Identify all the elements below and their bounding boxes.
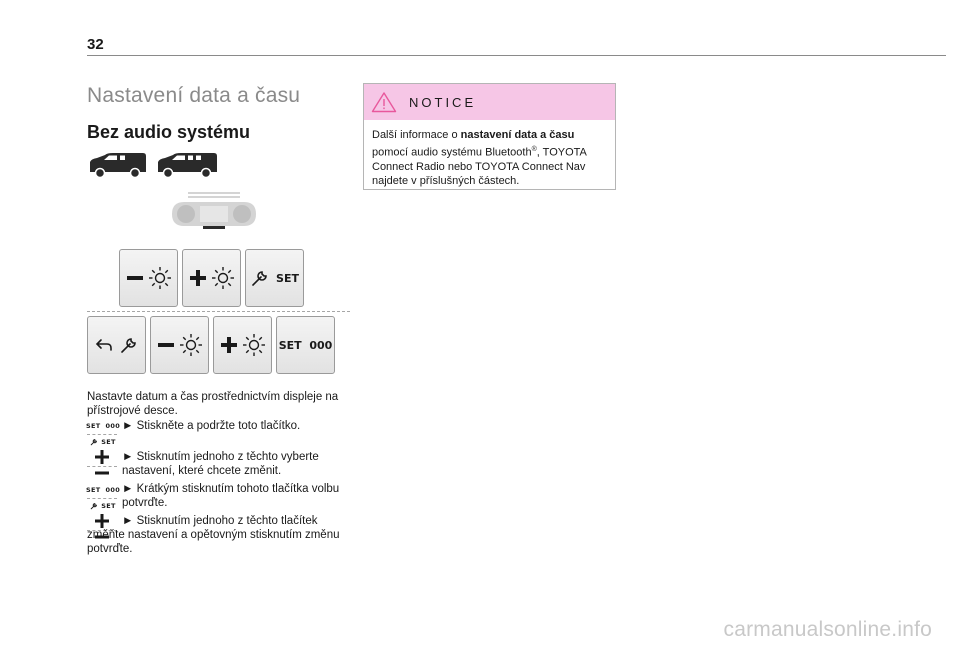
step3-icon bbox=[87, 484, 119, 496]
instrument-cluster-icon bbox=[170, 192, 258, 230]
set-value-label: SET 000 bbox=[278, 338, 333, 352]
set-label: SET bbox=[276, 271, 299, 285]
set-value-label: SET 000 bbox=[85, 486, 121, 494]
brightness-plus-button[interactable] bbox=[182, 249, 241, 307]
brightness-plus-button[interactable] bbox=[213, 316, 272, 374]
step2-text: ► Stisknutím jednoho z těchto vyberte nastavení, které chcete změnit. bbox=[122, 451, 319, 477]
button-row-top bbox=[119, 249, 304, 307]
notice-label: NOTICE bbox=[409, 94, 477, 110]
step1-text: ► Stiskněte a podržte toto tlačítko. bbox=[122, 420, 301, 432]
notice-body: Další informace o nastavení data a času pomocí audio systému Bluetooth®, TOYOTA Connect Radio nebo TOYOTA Connect Nav najdete v příslušných částech. bbox=[372, 129, 587, 188]
minus-brightness-icon bbox=[156, 331, 204, 359]
section-title: Nastavení data a času bbox=[87, 84, 301, 107]
step4-text: ► Stisknutím jednoho z těchto tlačítek změňte nastavení a opětovným stisknutím změnu potvrďte. bbox=[87, 515, 340, 555]
set-label: SET bbox=[101, 502, 116, 510]
step-divider bbox=[87, 466, 117, 467]
set-value-label: SET 000 bbox=[85, 422, 121, 430]
van-short-icon bbox=[87, 151, 149, 179]
back-arrow-icon bbox=[95, 337, 113, 353]
minus-icon bbox=[95, 471, 109, 475]
minus-brightness-icon bbox=[125, 264, 173, 292]
button-row-bottom bbox=[87, 316, 335, 374]
header-rule bbox=[87, 55, 946, 56]
warning-icon bbox=[371, 91, 397, 113]
plus-brightness-icon bbox=[219, 331, 267, 359]
section-subtitle: Bez audio systému bbox=[87, 122, 251, 142]
back-wrench-button[interactable] bbox=[87, 316, 146, 374]
step-divider bbox=[87, 434, 117, 435]
watermark: carmanualsonline.info bbox=[723, 618, 932, 641]
plus-icon bbox=[95, 450, 109, 464]
van-long-icon bbox=[155, 151, 219, 179]
intro-text: Nastavte datum a čas prostřednictvím displeje na přístrojové desce. bbox=[87, 391, 339, 417]
step1-alt-icon bbox=[87, 436, 119, 448]
page-number: 32 bbox=[87, 36, 104, 53]
set-label: SET bbox=[101, 438, 116, 446]
notice-box bbox=[363, 83, 616, 190]
wrench-icon bbox=[90, 502, 98, 510]
step1-icon bbox=[87, 420, 119, 432]
step-divider bbox=[87, 498, 117, 499]
plus-brightness-icon bbox=[188, 264, 236, 292]
step3-alt-icon bbox=[87, 500, 119, 512]
set-value-button[interactable] bbox=[276, 316, 335, 374]
button-row-divider bbox=[87, 311, 350, 312]
brightness-minus-button[interactable] bbox=[119, 249, 178, 307]
wrench-icon bbox=[90, 438, 98, 446]
wrench-set-button[interactable] bbox=[245, 249, 304, 307]
notice-header bbox=[364, 84, 615, 120]
step3-text: ► Krátkým stisknutím tohoto tlačítka volbu potvrďte. bbox=[122, 483, 340, 509]
brightness-minus-button[interactable] bbox=[150, 316, 209, 374]
wrench-icon bbox=[119, 335, 139, 355]
wrench-icon bbox=[250, 268, 270, 288]
